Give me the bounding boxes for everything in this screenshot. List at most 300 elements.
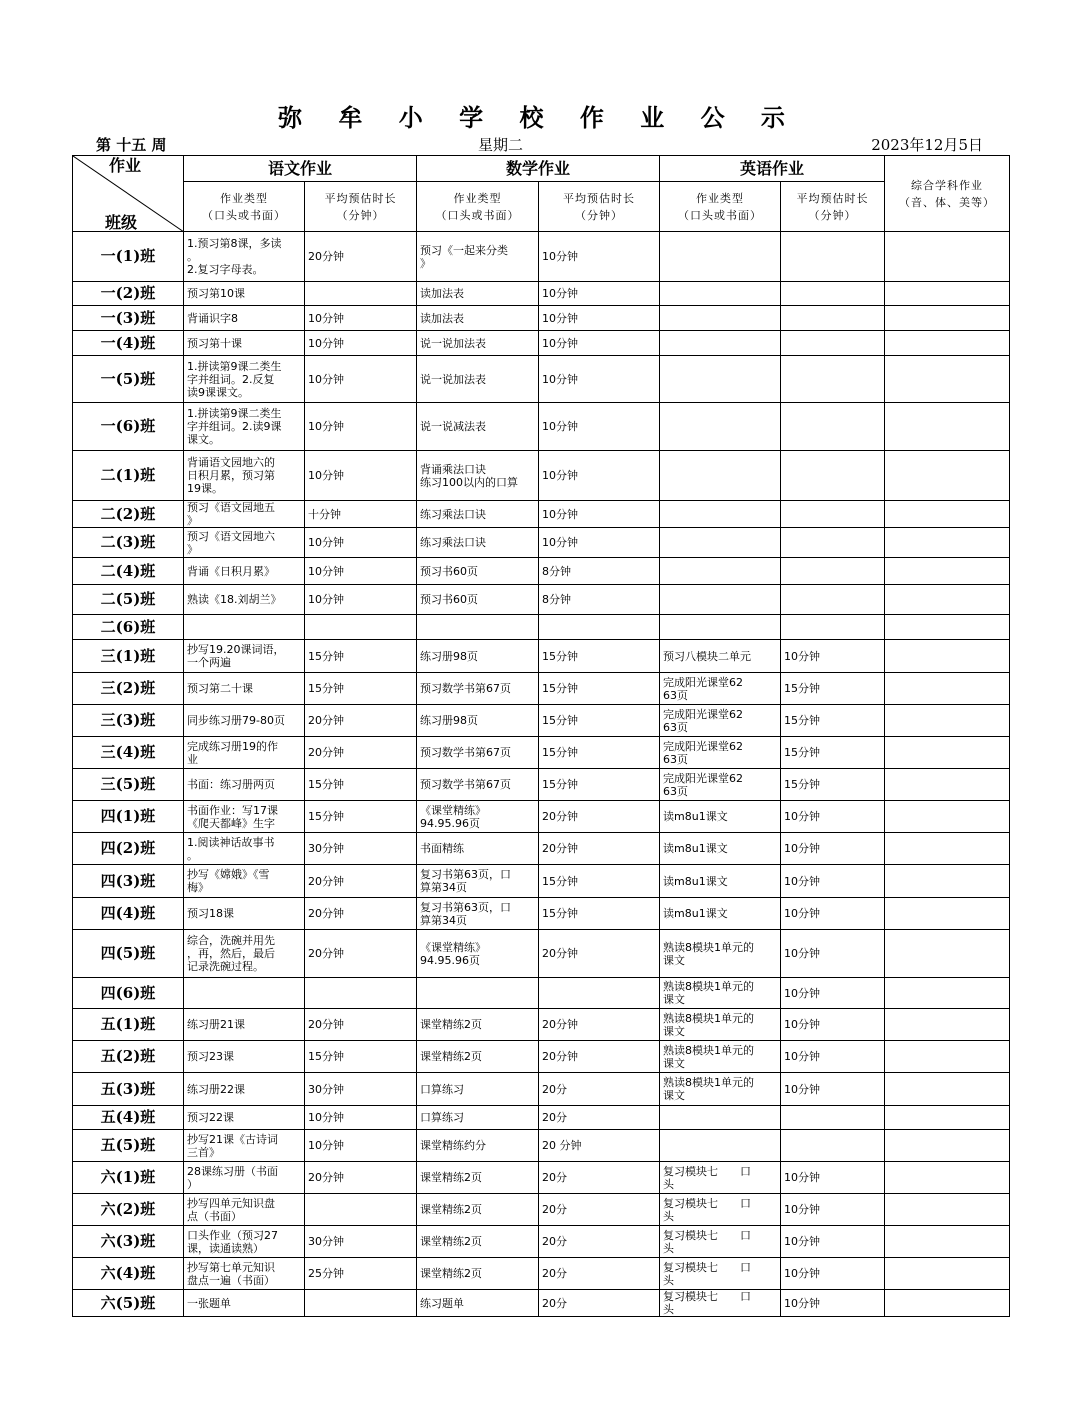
composite-cell [885,356,1010,403]
weekday-label: 星期二 [478,136,524,154]
chinese-time-cell: 20分钟 [305,705,417,737]
class-cell: 四(4)班 [73,898,184,930]
math-time-cell [539,615,660,640]
english-time-cell: 10分钟 [781,865,885,898]
english-time-cell [781,558,885,585]
english-type-cell [660,356,781,403]
math-time-cell: 10分钟 [539,451,660,501]
chinese-time-cell [305,1290,417,1317]
chinese-time-cell: 20分钟 [305,1162,417,1194]
math-type-cell: 《课堂精练》 94.95.96页 [417,930,539,978]
math-type-cell [417,615,539,640]
class-cell: 一(1)班 [73,232,184,282]
class-cell: 一(5)班 [73,356,184,403]
english-time-cell: 10分钟 [781,1258,885,1290]
table-row [73,1041,1010,1073]
table-row [73,1130,1010,1162]
chinese-type-cell: 书面：练习册两页 [184,769,305,801]
chinese-type-cell: 书面作业：写17课 《爬天都峰》生字 [184,801,305,833]
class-cell: 五(2)班 [73,1041,184,1073]
table-row [73,1194,1010,1226]
math-time-cell: 20 分钟 [539,1130,660,1162]
english-time-cell: 10分钟 [781,1009,885,1041]
chinese-time-cell: 10分钟 [305,356,417,403]
composite-cell [885,673,1010,705]
english-type-cell [660,528,781,558]
chinese-time-cell: 30分钟 [305,833,417,865]
chinese-time-cell: 10分钟 [305,306,417,331]
homework-table [72,155,1010,1317]
math-time-cell: 15分钟 [539,898,660,930]
english-time-cell [781,1130,885,1162]
english-type-cell: 读m8u1课文 [660,801,781,833]
class-cell: 四(2)班 [73,833,184,865]
composite-cell [885,1162,1010,1194]
chinese-type-cell: 抄写19.20课词语， 一个两遍 [184,640,305,673]
math-type-cell: 预习书60页 [417,585,539,615]
english-time-cell: 10分钟 [781,898,885,930]
class-cell: 四(6)班 [73,978,184,1009]
english-type-cell: 完成阳光课堂62 63页 [660,737,781,769]
table-row [73,1009,1010,1041]
english-time-cell [781,282,885,306]
english-time-header: 平均预估时长 （分钟） [781,182,885,232]
math-time-cell: 20分钟 [539,930,660,978]
class-cell: 六(5)班 [73,1290,184,1317]
math-time-cell [539,978,660,1009]
math-time-header: 平均预估时长 （分钟） [539,182,660,232]
math-time-cell: 10分钟 [539,282,660,306]
english-header: 英语作业 [660,156,885,182]
chinese-type-cell: 预习第二十课 [184,673,305,705]
composite-cell [885,1258,1010,1290]
composite-cell [885,558,1010,585]
composite-cell [885,1073,1010,1106]
chinese-time-cell: 20分钟 [305,898,417,930]
english-type-cell [660,232,781,282]
math-time-cell: 20分钟 [539,801,660,833]
class-cell: 三(5)班 [73,769,184,801]
chinese-type-cell: 练习册22课 [184,1073,305,1106]
english-type-cell: 读m8u1课文 [660,898,781,930]
chinese-type-cell: 完成练习册19的作 业 [184,737,305,769]
english-time-cell: 10分钟 [781,833,885,865]
math-time-cell: 8分钟 [539,558,660,585]
class-cell: 六(2)班 [73,1194,184,1226]
composite-cell [885,1009,1010,1041]
english-type-cell: 读m8u1课文 [660,865,781,898]
math-time-cell: 10分钟 [539,501,660,528]
english-type-cell: 熟读8模块1单元的 课文 [660,1073,781,1106]
math-time-cell: 10分钟 [539,528,660,558]
composite-cell [885,528,1010,558]
composite-cell [885,615,1010,640]
english-type-cell: 复习模块七 口 头 [660,1162,781,1194]
chinese-time-cell: 10分钟 [305,1106,417,1130]
class-cell: 六(3)班 [73,1226,184,1258]
composite-cell [885,451,1010,501]
date-label: 2023年12月5日 [871,136,983,154]
chinese-time-cell [305,282,417,306]
english-type-cell: 完成阳光课堂62 63页 [660,705,781,737]
chinese-time-cell: 10分钟 [305,403,417,451]
math-time-cell: 15分钟 [539,769,660,801]
math-time-cell: 20分 [539,1073,660,1106]
math-type-cell: 读加法表 [417,282,539,306]
english-time-cell: 15分钟 [781,673,885,705]
table-row [73,451,1010,501]
class-cell: 一(2)班 [73,282,184,306]
chinese-type-cell: 1.阅读神话故事书 。 [184,833,305,865]
math-type-cell: 口算练习 [417,1106,539,1130]
math-type-cell: 预习数学书第67页 [417,673,539,705]
english-type-cell: 熟读8模块1单元的 课文 [660,978,781,1009]
class-cell: 三(2)班 [73,673,184,705]
math-type-cell: 预习数学书第67页 [417,769,539,801]
math-type-cell: 课堂精练2页 [417,1162,539,1194]
composite-cell [885,585,1010,615]
table-row [73,640,1010,673]
composite-cell [885,833,1010,865]
math-type-cell: 预习数学书第67页 [417,737,539,769]
class-cell: 二(1)班 [73,451,184,501]
math-time-cell: 10分钟 [539,356,660,403]
english-type-cell: 熟读8模块1单元的 课文 [660,1041,781,1073]
chinese-time-cell: 20分钟 [305,865,417,898]
chinese-time-cell: 20分钟 [305,232,417,282]
chinese-time-cell [305,1194,417,1226]
chinese-type-cell: 背诵语文园地六的 日积月累，预习第 19课。 [184,451,305,501]
corner-class-label: 班级 [105,213,138,232]
chinese-time-cell: 10分钟 [305,558,417,585]
composite-cell [885,978,1010,1009]
chinese-type-cell: 28课练习册（书面 ） [184,1162,305,1194]
chinese-time-cell: 30分钟 [305,1226,417,1258]
math-time-cell: 10分钟 [539,306,660,331]
table-row [73,865,1010,898]
chinese-time-cell: 15分钟 [305,1041,417,1073]
math-time-cell: 20分 [539,1162,660,1194]
table-row [73,833,1010,865]
class-cell: 四(3)班 [73,865,184,898]
page-title: 弥 牟 小 学 校 作 业 公 示 [278,103,799,132]
composite-header: 综合学科作业 （音、体、美等） [885,156,1010,232]
math-type-cell: 复习书第63页，口 算第34页 [417,898,539,930]
math-type-cell: 口算练习 [417,1073,539,1106]
english-time-cell: 10分钟 [781,1290,885,1317]
chinese-type-cell: 背诵识字8 [184,306,305,331]
composite-cell [885,898,1010,930]
math-time-cell: 20分 [539,1258,660,1290]
composite-cell [885,1226,1010,1258]
table-row [73,615,1010,640]
corner-header-cell [73,156,184,232]
chinese-type-cell: 熟读《18.刘胡兰》 [184,585,305,615]
week-label: 第 十五 周 [96,136,167,154]
chinese-time-cell: 10分钟 [305,528,417,558]
english-time-cell: 10分钟 [781,930,885,978]
composite-cell [885,282,1010,306]
chinese-type-cell: 抄写第七单元知识 盘点一遍（书面） [184,1258,305,1290]
english-type-cell [660,403,781,451]
english-type-cell [660,451,781,501]
chinese-type-cell [184,978,305,1009]
chinese-time-cell: 20分钟 [305,1009,417,1041]
chinese-time-cell: 10分钟 [305,1130,417,1162]
table-row [73,1258,1010,1290]
english-time-cell: 10分钟 [781,1073,885,1106]
chinese-time-cell: 25分钟 [305,1258,417,1290]
chinese-type-cell: 1.拼读第9课二类生 字并组词。2.读9课 课文。 [184,403,305,451]
class-cell: 二(3)班 [73,528,184,558]
math-time-cell: 8分钟 [539,585,660,615]
table-row [73,585,1010,615]
chinese-type-cell: 预习22课 [184,1106,305,1130]
english-type-cell: 完成阳光课堂62 63页 [660,673,781,705]
class-cell: 三(3)班 [73,705,184,737]
class-cell: 二(2)班 [73,501,184,528]
chinese-time-cell: 十分钟 [305,501,417,528]
english-time-cell: 15分钟 [781,705,885,737]
chinese-type-cell: 预习23课 [184,1041,305,1073]
chinese-time-cell: 30分钟 [305,1073,417,1106]
math-type-cell: 练习乘法口诀 [417,501,539,528]
composite-cell [885,737,1010,769]
english-type-cell [660,501,781,528]
class-cell: 五(1)班 [73,1009,184,1041]
chinese-type-cell: 综合，洗碗并用先 ，再，然后，最后 记录洗碗过程。 [184,930,305,978]
math-time-cell: 15分钟 [539,705,660,737]
composite-cell [885,232,1010,282]
english-type-cell [660,1130,781,1162]
chinese-time-cell: 10分钟 [305,331,417,356]
math-time-cell: 15分钟 [539,737,660,769]
english-type-cell [660,331,781,356]
math-time-cell: 20分钟 [539,1009,660,1041]
table-row [73,1290,1010,1317]
english-time-cell [781,615,885,640]
table-row [73,673,1010,705]
math-type-cell: 复习书第63页，口 算第34页 [417,865,539,898]
table-row [73,403,1010,451]
composite-cell [885,865,1010,898]
math-time-cell: 20分 [539,1290,660,1317]
chinese-type-cell: 1.拼读第9课二类生 字并组词。2.反复 读9课课文。 [184,356,305,403]
math-time-cell: 10分钟 [539,331,660,356]
math-type-cell: 预习《一起来分类 》 [417,232,539,282]
math-type-cell: 课堂精练2页 [417,1258,539,1290]
chinese-time-cell [305,978,417,1009]
english-type-cell [660,306,781,331]
table-row [73,528,1010,558]
english-time-cell [781,528,885,558]
english-time-cell [781,403,885,451]
chinese-time-cell: 10分钟 [305,585,417,615]
english-time-cell: 10分钟 [781,1162,885,1194]
english-type-cell: 完成阳光课堂62 63页 [660,769,781,801]
chinese-time-cell: 15分钟 [305,673,417,705]
math-type-cell [417,978,539,1009]
composite-cell [885,1106,1010,1130]
composite-cell [885,640,1010,673]
chinese-type-cell [184,615,305,640]
table-row [73,558,1010,585]
composite-cell [885,801,1010,833]
math-time-cell: 15分钟 [539,640,660,673]
math-type-cell: 书面精练 [417,833,539,865]
table-row [73,978,1010,1009]
class-cell: 一(4)班 [73,331,184,356]
class-cell: 三(4)班 [73,737,184,769]
english-time-cell: 10分钟 [781,1194,885,1226]
chinese-time-cell: 20分钟 [305,930,417,978]
english-type-cell [660,1106,781,1130]
math-type-cell: 课堂精练2页 [417,1226,539,1258]
math-type-cell: 课堂精练2页 [417,1009,539,1041]
chinese-time-cell: 15分钟 [305,769,417,801]
class-cell: 四(5)班 [73,930,184,978]
table-row [73,801,1010,833]
english-time-cell [781,585,885,615]
table-row [73,1226,1010,1258]
english-type-cell: 复习模块七 口 头 [660,1226,781,1258]
english-type-cell [660,558,781,585]
english-time-cell: 10分钟 [781,978,885,1009]
english-time-cell: 15分钟 [781,737,885,769]
composite-cell [885,403,1010,451]
table-row [73,306,1010,331]
english-time-cell: 10分钟 [781,801,885,833]
composite-cell [885,1194,1010,1226]
table-row [73,282,1010,306]
english-type-cell: 读m8u1课文 [660,833,781,865]
math-type-cell: 练习册98页 [417,640,539,673]
english-type-cell: 复习模块七 口 头 [660,1258,781,1290]
table-row [73,898,1010,930]
chinese-type-cell: 预习第10课 [184,282,305,306]
class-cell: 五(3)班 [73,1073,184,1106]
chinese-time-cell: 20分钟 [305,737,417,769]
english-type-cell: 复习模块七 口 头 [660,1194,781,1226]
english-type-cell: 熟读8模块1单元的 课文 [660,1009,781,1041]
chinese-time-cell: 15分钟 [305,801,417,833]
chinese-time-cell: 15分钟 [305,640,417,673]
math-type-cell: 说一说加法表 [417,356,539,403]
english-type-cell [660,585,781,615]
math-type-cell: 预习书60页 [417,558,539,585]
class-cell: 二(6)班 [73,615,184,640]
class-cell: 五(4)班 [73,1106,184,1130]
english-time-cell: 15分钟 [781,769,885,801]
english-type-header: 作业类型 （口头或书面） [660,182,781,232]
math-time-cell: 15分钟 [539,673,660,705]
english-time-cell: 10分钟 [781,640,885,673]
chinese-type-cell: 1.预习第8课，多读 。 2.复习字母表。 [184,232,305,282]
chinese-type-cell: 抄写四单元知识盘 点（书面） [184,1194,305,1226]
math-time-cell: 10分钟 [539,403,660,451]
english-time-cell [781,356,885,403]
table-row [73,769,1010,801]
chinese-header: 语文作业 [184,156,417,182]
math-type-cell: 课堂精练2页 [417,1194,539,1226]
math-type-cell: 课堂精练约分 [417,1130,539,1162]
math-type-cell: 课堂精练2页 [417,1041,539,1073]
composite-cell [885,306,1010,331]
chinese-type-cell: 练习册21课 [184,1009,305,1041]
chinese-type-cell: 预习第十课 [184,331,305,356]
english-type-cell: 熟读8模块1单元的 课文 [660,930,781,978]
chinese-type-cell: 口头作业（预习27 课，读通读熟） [184,1226,305,1258]
chinese-time-cell: 10分钟 [305,451,417,501]
chinese-type-cell: 同步练习册79-80页 [184,705,305,737]
english-time-cell [781,501,885,528]
english-time-cell: 10分钟 [781,1041,885,1073]
chinese-type-cell: 预习《语文园地五 》 [184,501,305,528]
class-cell: 三(1)班 [73,640,184,673]
math-type-cell: 练习册98页 [417,705,539,737]
composite-cell [885,1041,1010,1073]
chinese-type-cell: 抄写《嫦娥》《雪 梅》 [184,865,305,898]
class-cell: 一(3)班 [73,306,184,331]
math-time-cell: 15分钟 [539,865,660,898]
table-row [73,1073,1010,1106]
english-type-cell: 预习八模块二单元 [660,640,781,673]
chinese-type-cell: 抄写21课《古诗词 三首》 [184,1130,305,1162]
english-time-cell [781,451,885,501]
table-row [73,705,1010,737]
table-row [73,1106,1010,1130]
class-cell: 二(4)班 [73,558,184,585]
math-time-cell: 20分 [539,1194,660,1226]
english-time-cell [781,331,885,356]
math-time-cell: 20分 [539,1106,660,1130]
class-cell: 四(1)班 [73,801,184,833]
math-type-cell: 说一说加法表 [417,331,539,356]
corner-homework-label: 作业 [109,156,142,175]
table-row [73,232,1010,282]
table-row [73,1162,1010,1194]
english-time-cell [781,306,885,331]
table-row [73,501,1010,528]
math-header: 数学作业 [417,156,660,182]
composite-cell [885,331,1010,356]
chinese-type-cell: 预习18课 [184,898,305,930]
math-time-cell: 20分钟 [539,833,660,865]
english-type-cell [660,282,781,306]
chinese-type-cell: 一张题单 [184,1290,305,1317]
math-type-cell: 练习乘法口诀 [417,528,539,558]
composite-cell [885,1130,1010,1162]
class-cell: 六(1)班 [73,1162,184,1194]
math-time-cell: 20分钟 [539,1041,660,1073]
composite-cell [885,930,1010,978]
english-type-cell: 复习模块七 口 头 [660,1290,781,1317]
class-cell: 一(6)班 [73,403,184,451]
chinese-type-cell: 预习《语文园地六 》 [184,528,305,558]
composite-cell [885,705,1010,737]
table-row [73,737,1010,769]
table-row [73,356,1010,403]
chinese-time-cell [305,615,417,640]
chinese-type-header: 作业类型 （口头或书面） [184,182,305,232]
table-row [73,331,1010,356]
math-type-cell: 说一说减法表 [417,403,539,451]
math-type-cell: 《课堂精练》 94.95.96页 [417,801,539,833]
english-type-cell [660,615,781,640]
composite-cell [885,769,1010,801]
composite-cell [885,501,1010,528]
chinese-time-header: 平均预估时长 （分钟） [305,182,417,232]
